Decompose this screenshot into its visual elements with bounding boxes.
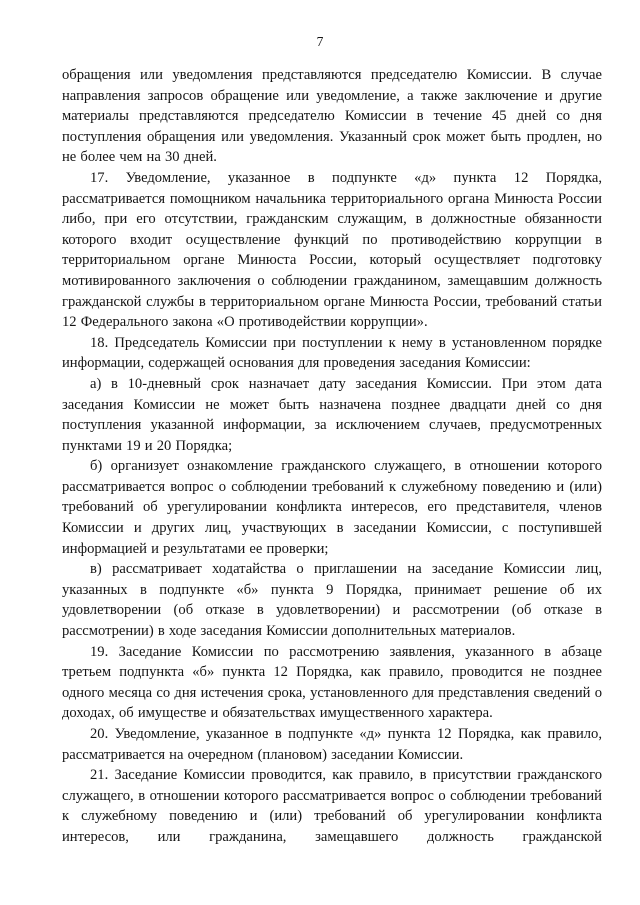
page-number: 7 (316, 34, 324, 49)
document-body (62, 65, 602, 848)
paragraph-18: 18. Председатель Комиссии при поступлении к нему в установленном порядке информации, содержащей основания для проведения заседания Комиссии: (62, 334, 602, 372)
paragraph-18-b: б) организует ознакомление гражданского служащего, в отношении которого рассматривается вопрос о соблюдении требований к служебному поведению и (или) требований об урегулировании конфликта интересов, его представителя, членов Комиссии и других лиц, участвующих в заседании Комиссии, с поступившей информацией и результатами ее проверки; (62, 458, 602, 557)
paragraph-17: 17. Уведомление, указанное в подпункте «д» пункта 12 Порядка, рассматривается помощником начальника территориального органа Минюста России либо, при его отсутствии, гражданским служащим, в должностные обязанности которого входит осуществление функций по противодействию коррупции в территориальном органе Минюста России, который осуществляет подготовку мотивированного заключения о соблюдении гражданином, замещавшим должность гражданской службы в территориальном органе Минюста России, требований статьи 12 Федерального закона «О противодействии коррупции». (62, 169, 602, 331)
paragraph-18-a: а) в 10-дневный срок назначает дату заседания Комиссии. При этом дата заседания Комиссии не может быть назначена позднее двадцати дней со дня поступления указанной информации, за исключением случаев, предусмотренных пунктами 19 и 20 Порядка; (62, 375, 602, 454)
paragraph-continuation: обращения или уведомления представляются председателю Комиссии. В случае направления запросов обращение или уведомление, а также заключение и другие материалы представляются председателю Комиссии в течение 45 дней со дня поступления обращения или уведомления. Указанный срок может быть продлен, но не более чем на 30 дней. (62, 67, 602, 166)
paragraph-19: 19. Заседание Комиссии по рассмотрению заявления, указанного в абзаце третьем подпункта «б» пункта 12 Порядка, как правило, проводится не позднее одного месяца со дня истечения срока, установленного для представления сведений о доходах, об имуществе и обязательствах имущественного характера. (62, 643, 602, 722)
paragraph-20: 20. Уведомление, указанное в подпункте «д» пункта 12 Порядка, как правило, рассматривается на очередном (плановом) заседании Комиссии. (62, 726, 602, 763)
paragraph-18-v: в) рассматривает ходатайства о приглашении на заседание Комиссии лиц, указанных в подпункте «б» пункта 9 Порядка, принимает решение об их удовлетворении (об отказе в удовлетворении) и рассмотрении (об отказе в рассмотрении) в ходе заседания Комиссии дополнительных материалов. (62, 561, 602, 640)
paragraph-21: 21. Заседание Комиссии проводится, как правило, в присутствии гражданского служащего, в отношении которого рассматривается вопрос о соблюдении требований к служебному поведению и (или) требований об урегулировании конфликта интересов, или гражданина, замещавшего должность гражданской (62, 767, 602, 845)
